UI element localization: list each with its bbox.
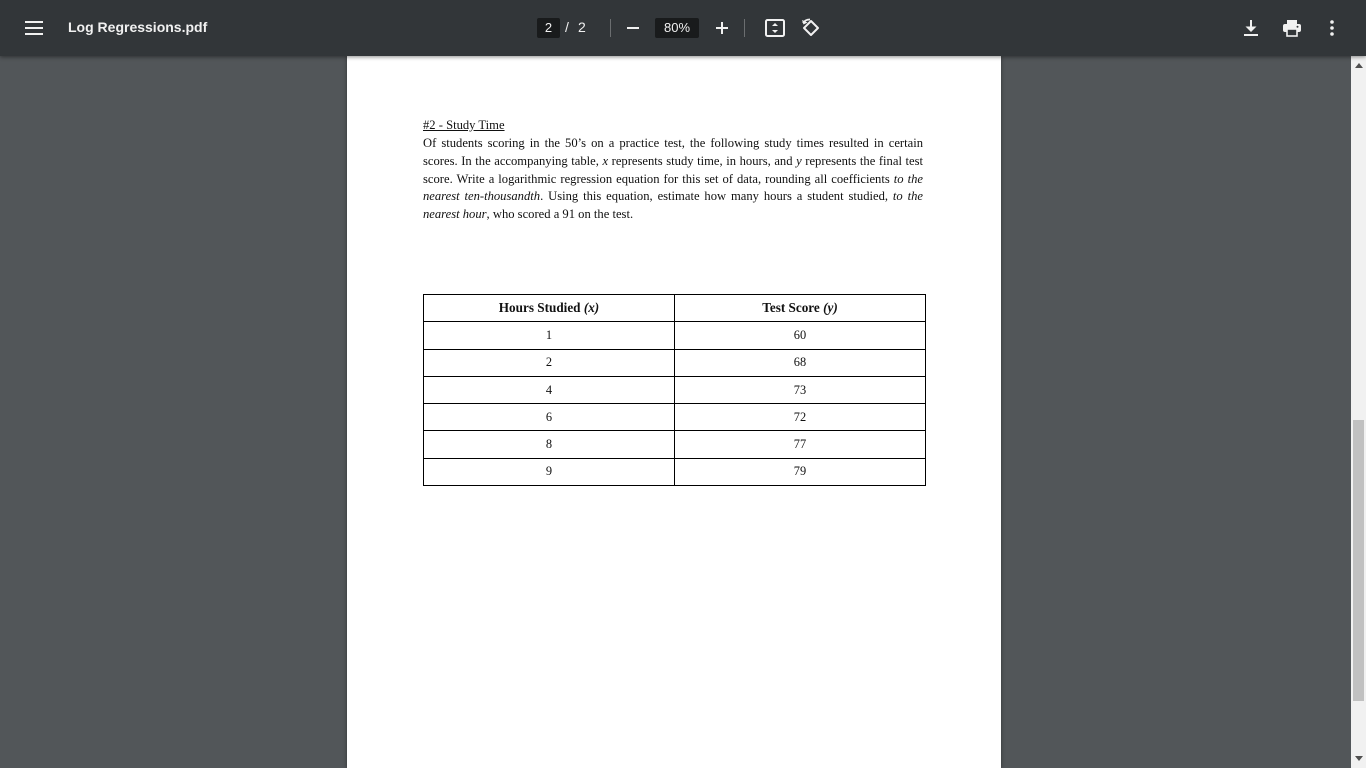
print-button[interactable] (1278, 14, 1306, 42)
score-cell: 72 (675, 404, 926, 431)
rotate-button[interactable] (797, 14, 825, 42)
table-row (424, 322, 926, 349)
question-paragraph (423, 135, 923, 224)
pdf-viewer (0, 56, 1366, 768)
minus-icon (626, 21, 640, 35)
table-row (424, 431, 926, 458)
hours-cell: 4 (424, 376, 675, 403)
question-heading: #2 - Study Time (423, 118, 505, 132)
emphasis-text: to the nearest hour (423, 189, 923, 222)
score-cell: 77 (675, 431, 926, 458)
paragraph-text: represents study time, in hours, and (608, 153, 797, 168)
emphasis-text: to the nearest ten-thousandth (423, 171, 923, 204)
table-row (424, 349, 926, 376)
more-actions-button[interactable] (1318, 14, 1346, 42)
zoom-in-button[interactable] (708, 14, 736, 42)
paragraph-text: Of students scoring in the 50’s on a practice test, the following study times resulted in certain scores. In the accompanying table, (423, 136, 923, 168)
score-cell: 79 (675, 458, 926, 485)
toolbar-divider (610, 19, 611, 37)
table-row (424, 458, 926, 485)
menu-button[interactable] (18, 12, 50, 44)
zoom-level-input[interactable]: 80% (655, 18, 699, 38)
table-row (424, 376, 926, 403)
hours-cell: 2 (424, 349, 675, 376)
plus-icon (715, 21, 729, 35)
pdf-page (347, 56, 1001, 768)
table-header-row (424, 295, 926, 322)
score-cell: 60 (675, 322, 926, 349)
fit-to-page-icon (765, 19, 785, 37)
scroll-up-button[interactable] (1351, 58, 1366, 73)
column-header-hours (424, 295, 675, 322)
variable-x: x (602, 153, 609, 168)
zoom-out-button[interactable] (619, 14, 647, 42)
question-block (423, 118, 923, 224)
hours-cell: 8 (424, 431, 675, 458)
scroll-thumb[interactable] (1353, 420, 1364, 701)
fit-to-page-button[interactable] (761, 14, 789, 42)
scroll-down-arrow-icon (1355, 756, 1363, 761)
score-cell: 73 (675, 376, 926, 403)
more-vert-icon (1330, 20, 1334, 36)
header-variable: (x) (583, 300, 600, 316)
header-label: Test Score (762, 300, 824, 316)
table-row (424, 404, 926, 431)
page-separator: / (565, 19, 569, 35)
print-icon (1282, 19, 1302, 37)
scroll-up-arrow-icon (1355, 63, 1363, 68)
pdf-toolbar (0, 0, 1366, 56)
hours-cell: 1 (424, 322, 675, 349)
hamburger-menu-icon (25, 21, 43, 35)
total-pages: 2 (578, 19, 586, 35)
column-header-score (675, 295, 926, 322)
document-title: Log Regressions.pdf (68, 19, 208, 35)
toolbar-divider (744, 19, 745, 37)
hours-cell: 9 (424, 458, 675, 485)
header-variable: (y) (823, 300, 838, 316)
variable-y: y (796, 153, 802, 168)
download-button[interactable] (1237, 14, 1265, 42)
rotate-counterclockwise-icon (801, 18, 821, 38)
current-page-input[interactable]: 2 (537, 18, 560, 38)
paragraph-text: represents the final test score. Write a logarithmic regression equation for this set of data, rounding all coefficients (423, 153, 924, 186)
paragraph-text: , who scored a 91 on the test. (486, 207, 634, 222)
data-table (423, 294, 926, 486)
scroll-down-button[interactable] (1351, 751, 1366, 766)
download-icon (1243, 19, 1259, 37)
paragraph-text: . Using this equation, estimate how many hours a student studied, (540, 189, 893, 204)
header-label: Hours Studied (498, 300, 584, 316)
hours-cell: 6 (424, 404, 675, 431)
score-cell: 68 (675, 349, 926, 376)
vertical-scrollbar[interactable] (1351, 56, 1366, 768)
